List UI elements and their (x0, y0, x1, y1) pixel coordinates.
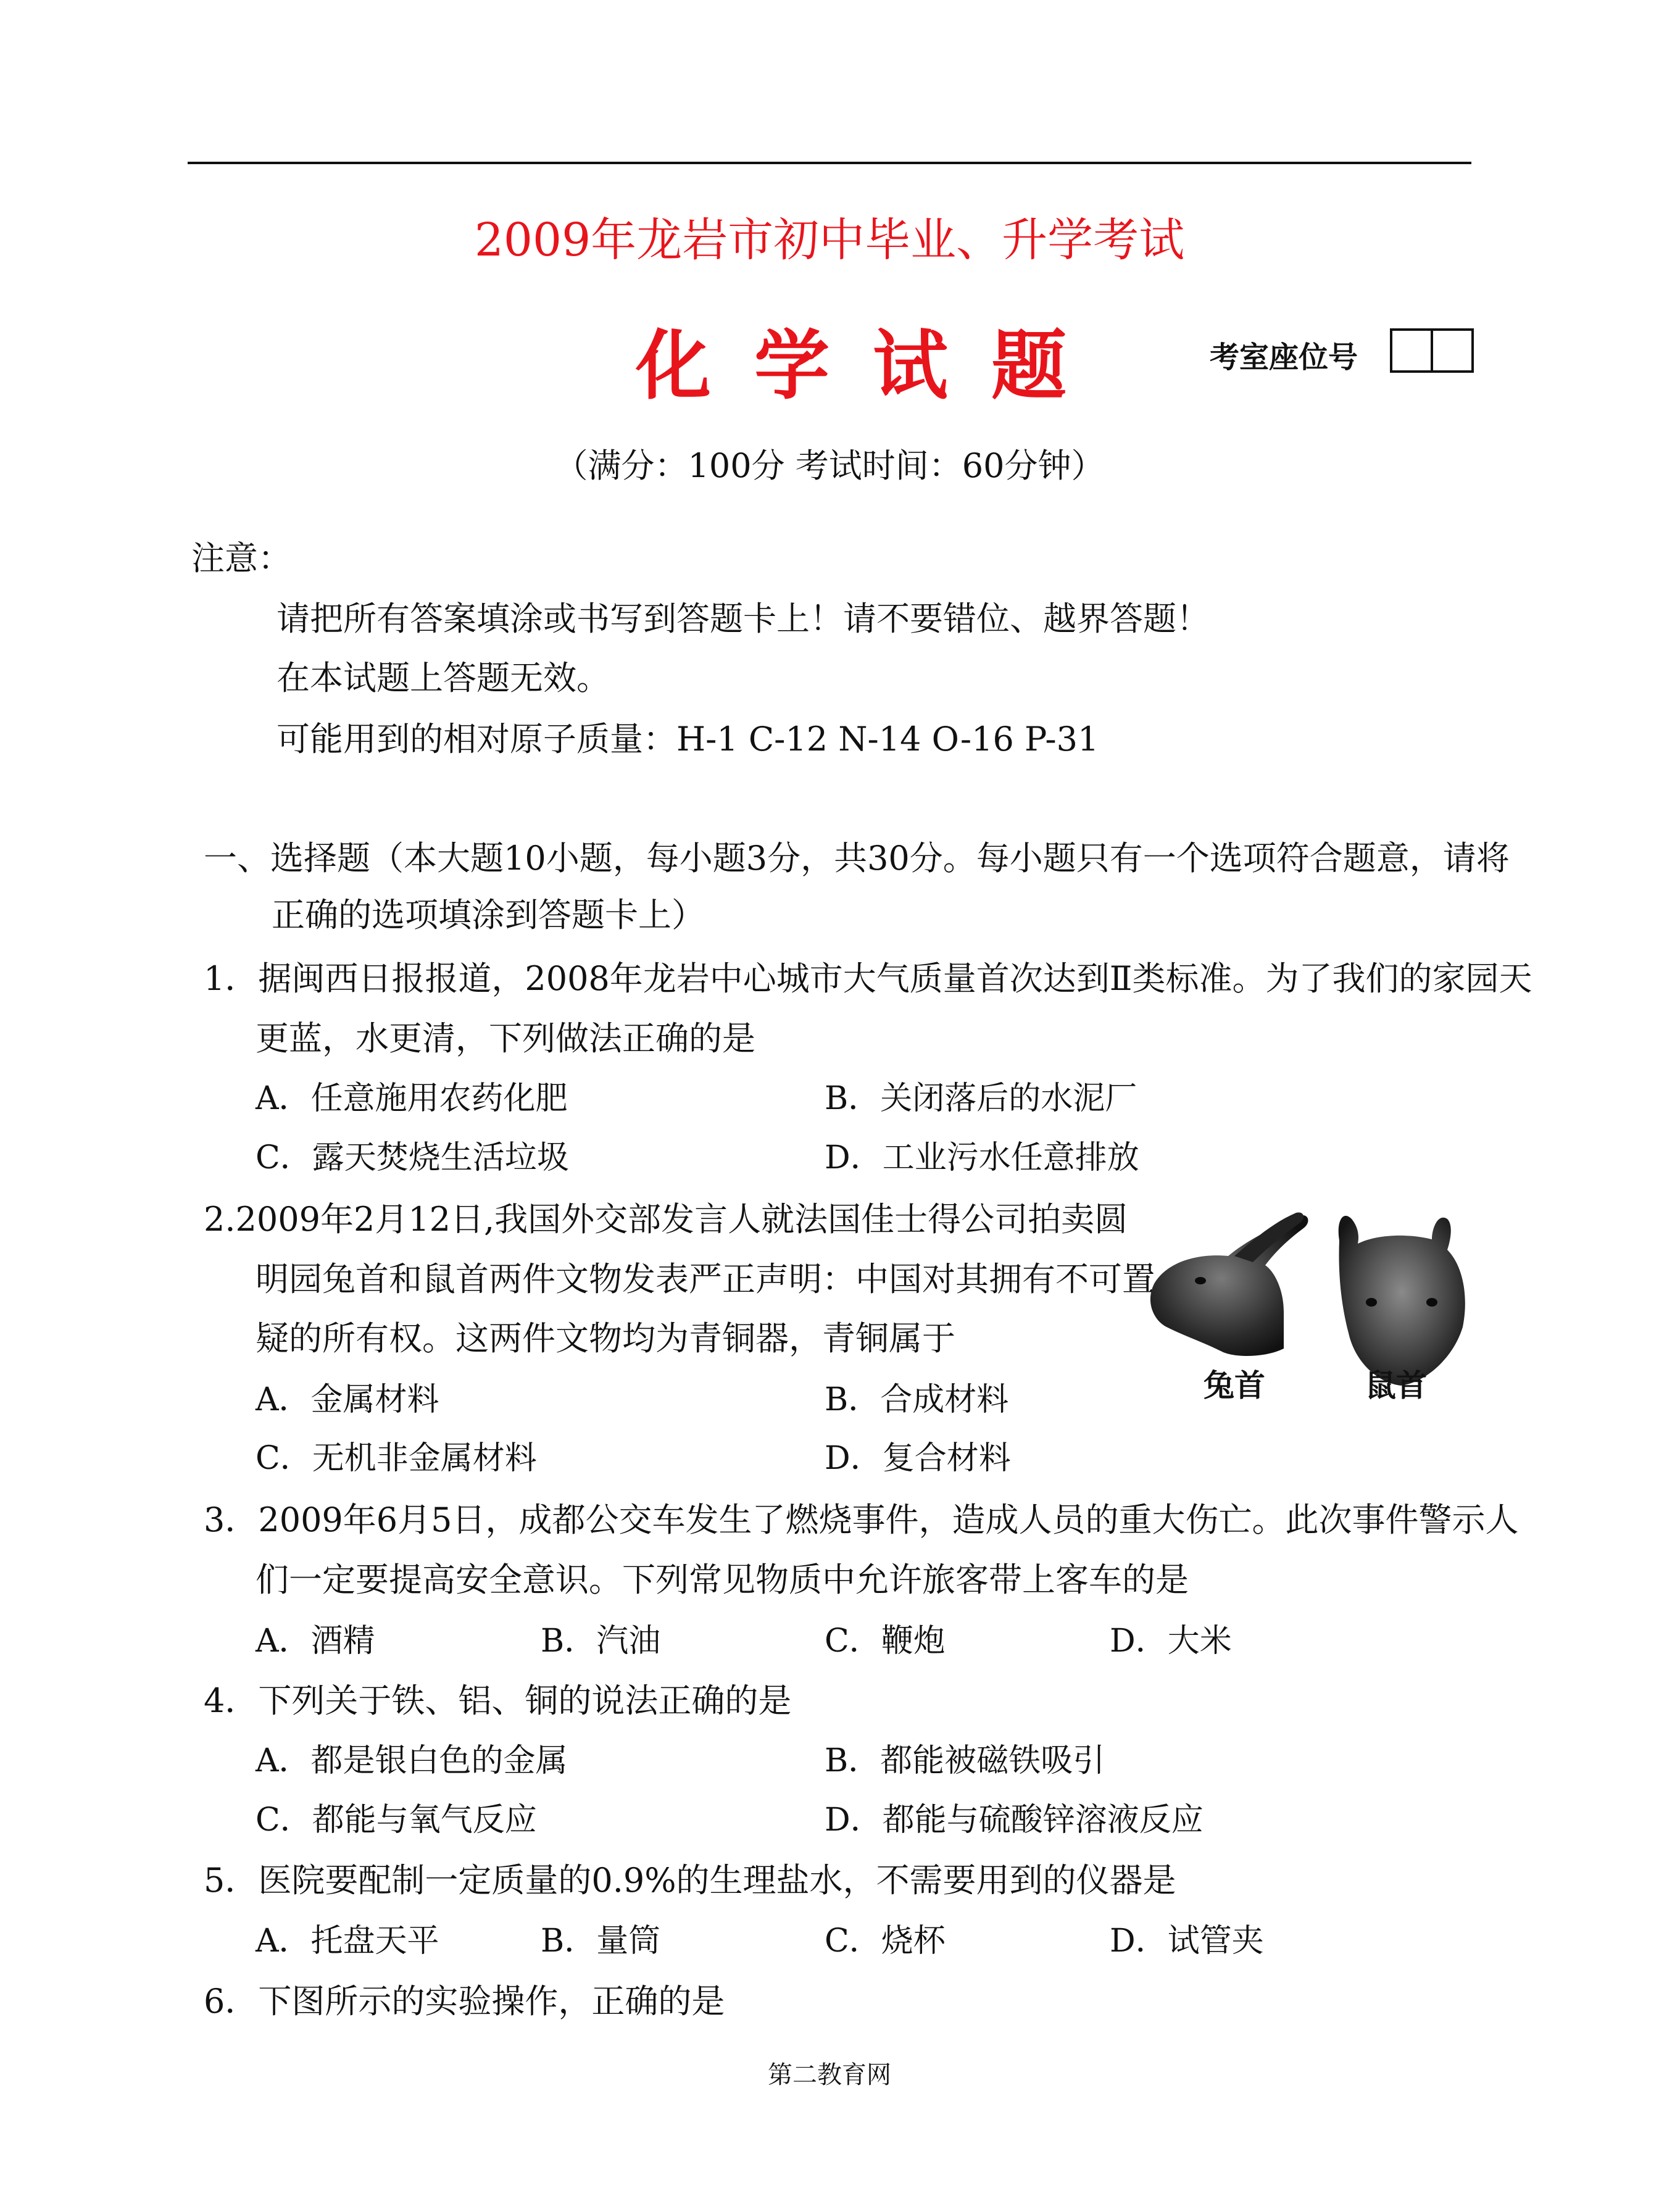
q2-option-a[interactable]: A．金属材料 (256, 1381, 439, 1418)
question-3-stem: 3．2009年6月5日，成都公交车发生了燃烧事件，造成人员的重大伤亡。此次事件警示人 (204, 1500, 1519, 1539)
q4-option-c[interactable]: C．都能与氧气反应 (256, 1802, 537, 1839)
question-1-stem-cont: 更蓝，水更清，下列做法正确的是 (256, 1019, 755, 1058)
question-2-stem: 2.2009年2月12日,我国外交部发言人就法国佳士得公司拍卖圆 (204, 1200, 1128, 1239)
page-footer: 第二教育网 (768, 2061, 891, 2089)
q1-option-b[interactable]: B．关闭落后的水泥厂 (825, 1080, 1137, 1117)
question-3-stem-cont: 们一定要提高安全意识。下列常见物质中允许旅客带上客车的是 (256, 1560, 1189, 1599)
notice-line: 可能用到的相对原子质量：H-1 C-12 N-14 O-16 P-31 (276, 720, 1099, 759)
q2-option-b[interactable]: B．合成材料 (825, 1381, 1009, 1418)
q5-option-b[interactable]: B．量筒 (541, 1923, 661, 1960)
q4-option-a[interactable]: A．都是银白色的金属 (256, 1742, 568, 1779)
section-heading: 一、选择题（本大题10小题，每小题3分，共30分。每小题只有一个选项符合题意，请将 (204, 839, 1510, 878)
q3-option-c[interactable]: C．鞭炮 (825, 1623, 946, 1660)
q3-option-d[interactable]: D．大米 (1110, 1623, 1232, 1660)
q2-option-d[interactable]: D．复合材料 (825, 1440, 1011, 1477)
score-time-info: （满分：100分 考试时间：60分钟） (554, 446, 1105, 485)
question-2-stem-cont: 明园兔首和鼠首两件文物发表严正声明：中国对其拥有不可置 (256, 1260, 1155, 1299)
notice-line: 在本试题上答题无效。 (276, 659, 610, 697)
section-heading-cont: 正确的选项填涂到答题卡上） (272, 896, 705, 934)
exam-title: 2009年龙岩市初中毕业、升学考试 (474, 214, 1185, 267)
q4-option-d[interactable]: D．都能与硫酸锌溶液反应 (825, 1802, 1204, 1839)
rabbit-head-label: 兔首 (1204, 1368, 1265, 1403)
q5-option-c[interactable]: C．烧杯 (825, 1923, 946, 1960)
notice-label: 注意： (191, 539, 291, 578)
q3-option-b[interactable]: B．汽油 (541, 1623, 661, 1660)
notice-line: 请把所有答案填涂或书写到答题卡上！请不要错位、越界答题！ (276, 599, 1210, 638)
question-2-stem-cont: 疑的所有权。这两件文物均为青铜器，青铜属于 (256, 1319, 955, 1358)
q5-option-d[interactable]: D．试管夹 (1110, 1923, 1264, 1960)
q1-option-c[interactable]: C．露天焚烧生活垃圾 (256, 1139, 569, 1176)
seat-number-box-2[interactable] (1431, 328, 1474, 373)
bronze-heads-image (1142, 1204, 1487, 1432)
question-4-stem: 4．下列关于铁、铝、铜的说法正确的是 (204, 1681, 792, 1720)
q3-option-a[interactable]: A．酒精 (256, 1623, 375, 1660)
q1-option-a[interactable]: A．任意施用农药化肥 (256, 1080, 568, 1117)
rat-head-icon (1339, 1216, 1465, 1386)
q4-option-b[interactable]: B．都能被磁铁吸引 (825, 1742, 1105, 1779)
question-5-stem: 5．医院要配制一定质量的0.9%的生理盐水，不需要用到的仪器是 (204, 1861, 1176, 1900)
q2-option-c[interactable]: C．无机非金属材料 (256, 1440, 537, 1477)
subject-title: 化学试题 (636, 321, 1110, 410)
q1-option-d[interactable]: D．工业污水任意排放 (825, 1139, 1139, 1176)
q5-option-a[interactable]: A．托盘天平 (256, 1923, 439, 1960)
question-1-stem: 1．据闽西日报报道，2008年龙岩中心城市大气质量首次达到Ⅱ类标准。为了我们的家园天 (204, 959, 1532, 998)
rat-head-label: 鼠首 (1365, 1368, 1427, 1403)
rabbit-head-icon (1150, 1212, 1308, 1356)
question-6-stem: 6．下图所示的实验操作，正确的是 (204, 1982, 725, 2021)
top-rule (188, 162, 1471, 164)
seat-number-label: 考室座位号 (1210, 340, 1358, 375)
seat-number-box-1[interactable] (1390, 328, 1433, 373)
